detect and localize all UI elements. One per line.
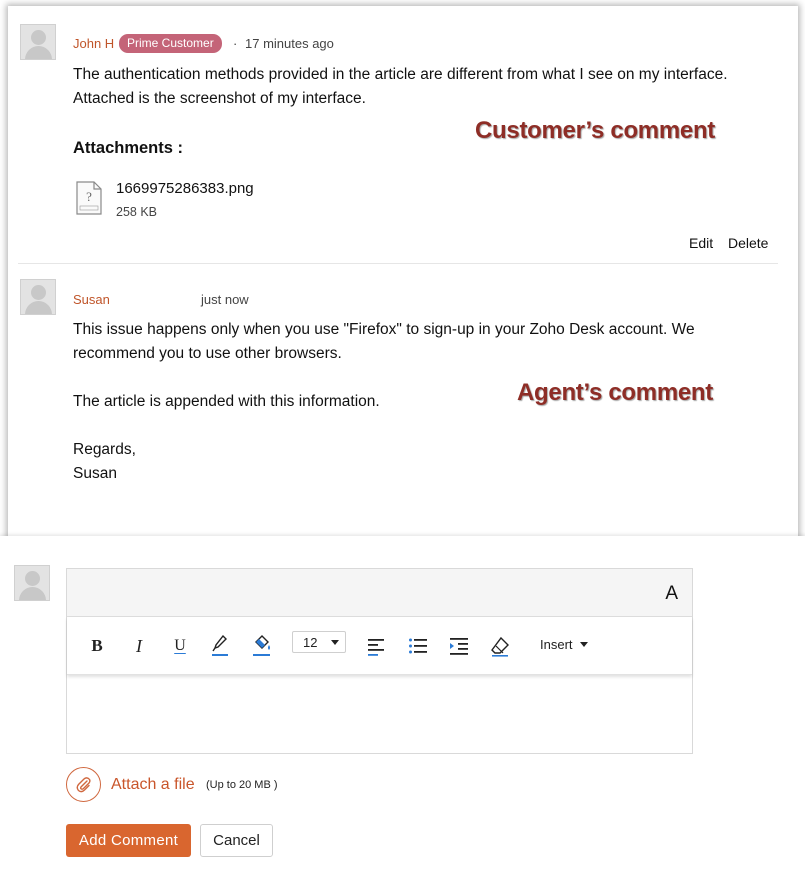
delete-button[interactable]: Delete	[728, 235, 769, 251]
edit-button[interactable]: Edit	[689, 235, 714, 251]
svg-text:?: ?	[86, 189, 92, 204]
bulleted-list-icon[interactable]	[408, 633, 428, 659]
editor-header	[67, 569, 692, 617]
customer-comment-annotation: Customer’s comment	[475, 117, 715, 144]
comment-time: just now	[201, 292, 249, 307]
cancel-button[interactable]: Cancel	[200, 824, 273, 857]
chevron-down-icon	[580, 642, 588, 647]
underline-button[interactable]: U	[174, 637, 186, 654]
insert-menu[interactable]	[540, 637, 588, 652]
comment-body-line: Regards,	[73, 441, 136, 458]
chevron-down-icon	[331, 640, 339, 645]
paperclip-icon	[75, 776, 93, 794]
comment-body-line: The article is appended with this information.	[73, 393, 380, 410]
indent-icon[interactable]	[449, 633, 469, 659]
comment-body-line: The authentication methods provided in the article are different from what I see on my interface.	[73, 66, 728, 83]
comment-body-line: This issue happens only when you use "Firefox" to sign-up in your Zoho Desk account. We	[73, 321, 695, 338]
comment-divider	[18, 263, 778, 264]
insert-label: Insert	[540, 637, 573, 652]
unknown-file-icon[interactable]	[76, 181, 102, 215]
comment-body-line: recommend you to use other browsers.	[73, 345, 342, 362]
attach-size-limit: (Up to 20 MB )	[206, 779, 278, 791]
font-toggle-button[interactable]: A	[665, 583, 678, 604]
add-comment-button[interactable]: Add Comment	[66, 824, 191, 857]
agent-comment-annotation: Agent’s comment	[517, 379, 713, 406]
align-left-icon[interactable]	[367, 633, 385, 659]
eraser-icon[interactable]	[489, 633, 511, 659]
avatar	[20, 279, 56, 315]
formatting-toolbar	[67, 617, 692, 675]
avatar	[14, 565, 50, 601]
attach-button[interactable]	[66, 767, 101, 802]
customer-badge: Prime Customer	[119, 34, 222, 53]
fill-color-icon[interactable]	[251, 633, 273, 659]
reply-editor	[66, 568, 693, 754]
attachment-size: 258 KB	[116, 205, 158, 219]
bold-button[interactable]: B	[91, 636, 103, 655]
comment-author[interactable]: Susan	[73, 292, 110, 307]
italic-button[interactable]: I	[136, 635, 142, 656]
comment-time: 17 minutes ago	[245, 36, 334, 51]
comment-body-line: Attached is the screenshot of my interface.	[73, 90, 366, 107]
font-size-select[interactable]	[292, 631, 346, 653]
comment-author[interactable]: John H	[73, 36, 115, 51]
attachment-name[interactable]: 1669975286383.png	[116, 180, 254, 197]
text-color-icon[interactable]	[210, 633, 230, 659]
attach-file-link[interactable]: Attach a file	[111, 776, 195, 793]
comment-text-area[interactable]	[67, 676, 692, 753]
avatar	[20, 24, 56, 60]
attachments-heading: Attachments :	[73, 139, 184, 157]
comment-body-line: Susan	[73, 465, 117, 482]
font-size-value: 12	[303, 634, 318, 650]
meta-separator: ·	[233, 36, 238, 51]
